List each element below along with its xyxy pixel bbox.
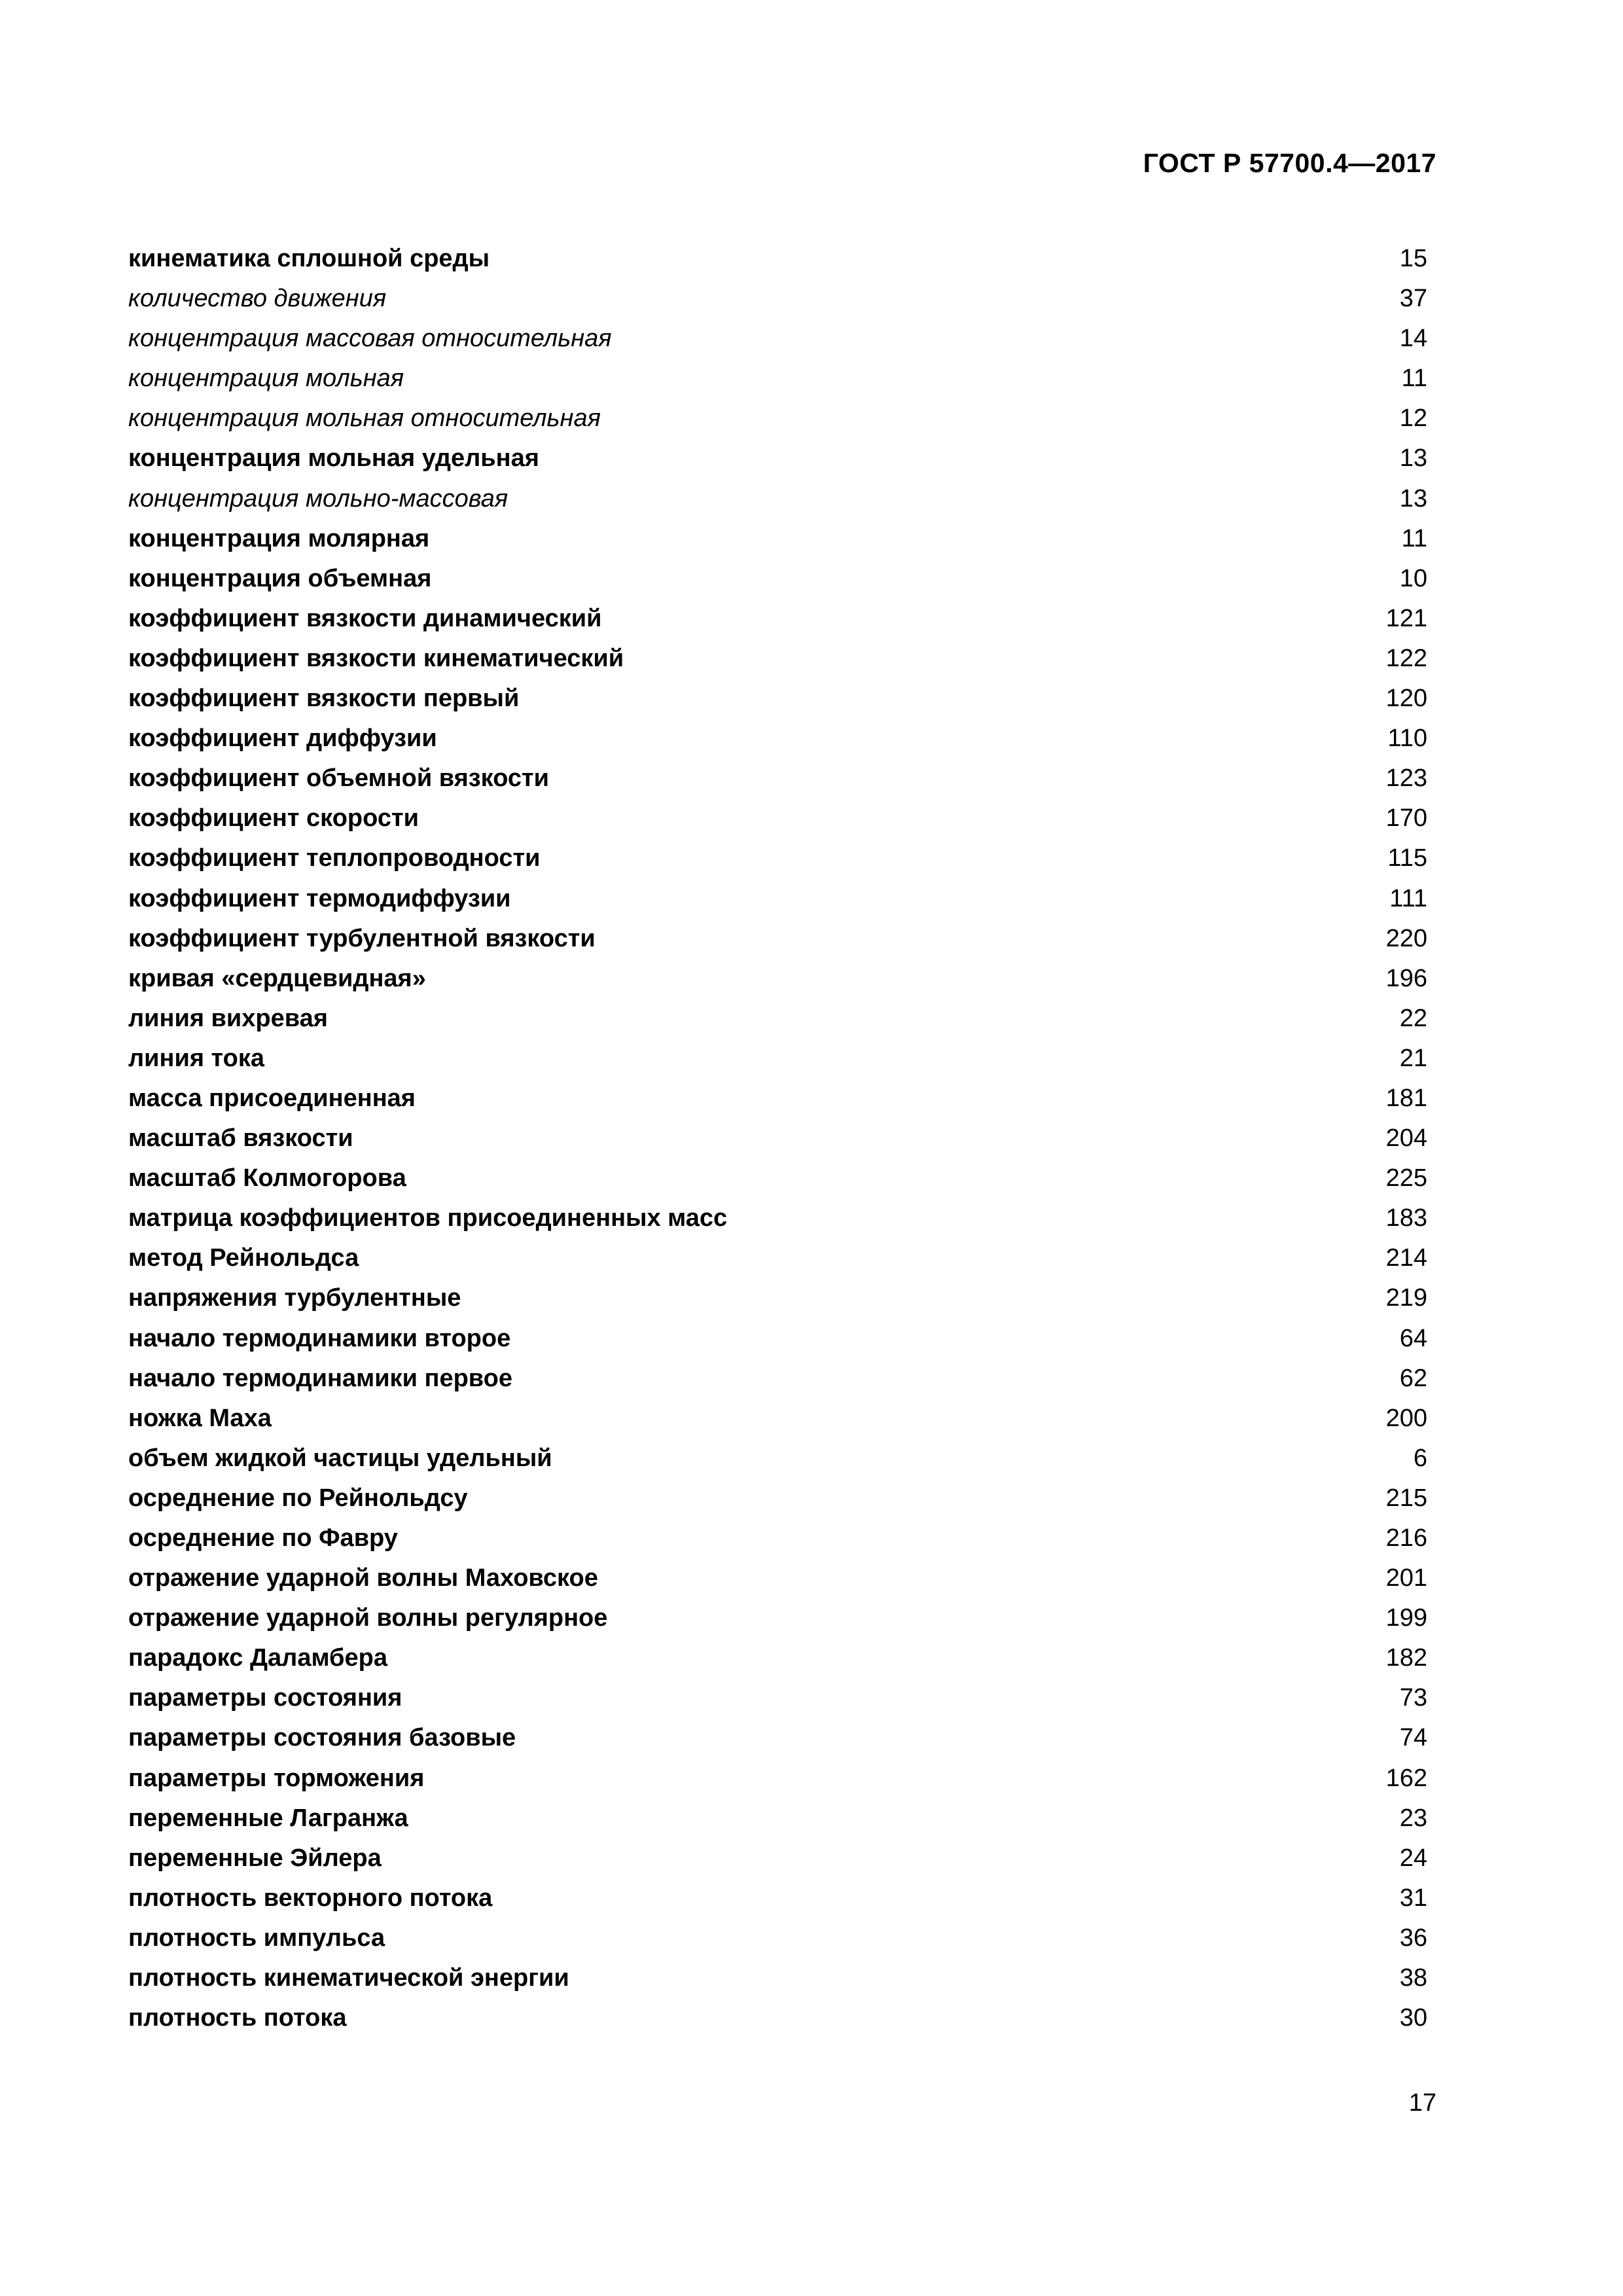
index-entry	[128, 519, 1427, 559]
index-term: напряжения турбулентные	[128, 1284, 461, 1312]
index-page-reference: 214	[1385, 1244, 1427, 1272]
index-entry	[128, 239, 1427, 279]
index-term: осреднение по Рейнольдсу	[128, 1484, 468, 1512]
index-term: начало термодинамики первое	[128, 1364, 512, 1392]
index-page-reference: 38	[1399, 1964, 1427, 1992]
index-entry	[128, 439, 1427, 478]
index-entry	[128, 719, 1427, 759]
index-page-reference: 15	[1399, 245, 1427, 272]
index-entry	[128, 1718, 1427, 1758]
index-entry	[128, 1998, 1427, 2038]
index-entry	[128, 1119, 1427, 1158]
index-entry	[128, 1638, 1427, 1678]
index-page-reference: 225	[1385, 1164, 1427, 1193]
index-term: параметры состояния	[128, 1684, 402, 1712]
index-term: параметры торможения	[128, 1764, 425, 1792]
index-entry	[128, 1439, 1427, 1479]
index-page-reference: 62	[1399, 1364, 1427, 1392]
index-page-reference: 219	[1385, 1284, 1427, 1312]
index-page-reference: 73	[1399, 1684, 1427, 1712]
index-entry	[128, 1558, 1427, 1598]
index-entry	[128, 1039, 1427, 1079]
index-term: осреднение по Фавру	[128, 1524, 398, 1552]
index-term: коэффициент объемной вязкости	[128, 764, 550, 793]
index-page-reference: 200	[1385, 1404, 1427, 1432]
document-code-header: ГОСТ Р 57700.4—2017	[1143, 148, 1436, 178]
index-entry	[128, 1918, 1427, 1958]
index-page-reference: 74	[1399, 1724, 1427, 1752]
index-page-reference: 31	[1399, 1884, 1427, 1912]
index-page-reference: 11	[1401, 365, 1427, 393]
index-entry	[128, 319, 1427, 359]
index-term: концентрация мольная	[128, 365, 404, 393]
index-entry	[128, 679, 1427, 719]
index-entry	[128, 599, 1427, 639]
index-page-reference: 22	[1399, 1004, 1427, 1032]
index-page-reference: 196	[1385, 964, 1427, 992]
index-entry	[128, 1759, 1427, 1799]
page-number: 17	[1408, 2089, 1436, 2117]
index-page-reference: 12	[1399, 404, 1427, 433]
index-entry	[128, 559, 1427, 599]
index-page-reference: 121	[1385, 604, 1427, 632]
index-term: отражение ударной волны регулярное	[128, 1604, 608, 1632]
index-entry	[128, 1479, 1427, 1518]
index-term: коэффициент турбулентной вязкости	[128, 924, 596, 952]
index-term: парадокс Даламбера	[128, 1644, 388, 1672]
index-page-reference: 64	[1399, 1324, 1427, 1352]
index-entry	[128, 759, 1427, 798]
index-page-reference: 182	[1385, 1644, 1427, 1672]
index-page-reference: 199	[1385, 1604, 1427, 1632]
index-term: коэффициент вязкости первый	[128, 685, 520, 713]
index-term: линия вихревая	[128, 1004, 328, 1032]
index-page-reference: 24	[1399, 1844, 1427, 1872]
index-entry	[128, 639, 1427, 679]
index-entry	[128, 1678, 1427, 1718]
index-page-reference: 13	[1399, 484, 1427, 512]
index-entry	[128, 879, 1427, 919]
index-page-reference: 111	[1389, 884, 1427, 912]
index-page-reference: 11	[1401, 524, 1427, 552]
index-entry	[128, 279, 1427, 319]
index-entry	[128, 919, 1427, 959]
index-page-reference: 21	[1399, 1044, 1427, 1072]
index-page-reference: 14	[1399, 325, 1427, 353]
index-term: концентрация массовая относительная	[128, 325, 612, 353]
index-term: масштаб Колмогорова	[128, 1164, 406, 1193]
index-entry	[128, 1799, 1427, 1839]
index-page-reference: 36	[1399, 1924, 1427, 1952]
index-term: масштаб вязкости	[128, 1124, 353, 1153]
index-term: переменные Эйлера	[128, 1844, 382, 1872]
index-term: плотность векторного потока	[128, 1884, 493, 1912]
index-page-reference: 123	[1385, 764, 1427, 793]
index-entry	[128, 1238, 1427, 1278]
index-entry	[128, 1158, 1427, 1198]
index-entry	[128, 479, 1427, 519]
index-page-reference: 120	[1385, 685, 1427, 713]
index-term: параметры состояния базовые	[128, 1724, 516, 1752]
index-page-reference: 115	[1387, 844, 1427, 872]
index-entry	[128, 959, 1427, 999]
index-entry	[128, 399, 1427, 439]
index-entry	[128, 838, 1427, 878]
index-entry	[128, 359, 1427, 399]
index-term: кривая «сердцевидная»	[128, 964, 426, 992]
index-entry	[128, 1878, 1427, 1918]
index-entry	[128, 1958, 1427, 1998]
index-term: объем жидкой частицы удельный	[128, 1444, 552, 1472]
index-term: начало термодинамики второе	[128, 1324, 511, 1352]
index-term: концентрация мольно-массовая	[128, 484, 508, 512]
index-page-reference: 216	[1385, 1524, 1427, 1552]
index-entry	[128, 1079, 1427, 1119]
index-term: концентрация молярная	[128, 524, 430, 552]
index-term: метод Рейнольдса	[128, 1244, 359, 1272]
index-entry	[128, 1518, 1427, 1558]
index-term: концентрация мольная удельная	[128, 444, 539, 473]
index-term: концентрация объемная	[128, 564, 432, 592]
index-entry	[128, 1198, 1427, 1238]
index-page-reference: 183	[1385, 1204, 1427, 1232]
index-term: масса присоединенная	[128, 1084, 416, 1112]
index-entry	[128, 1359, 1427, 1399]
index-term: коэффициент скорости	[128, 804, 419, 833]
index-entry	[128, 1278, 1427, 1318]
index-page-reference: 215	[1385, 1484, 1427, 1512]
index-page-reference: 23	[1399, 1804, 1427, 1832]
index-page-reference: 13	[1399, 444, 1427, 473]
index-page-reference: 122	[1385, 644, 1427, 672]
index-page-reference: 30	[1399, 2004, 1427, 2032]
index-term: матрица коэффициентов присоединенных масс	[128, 1204, 728, 1232]
index-term: количество движения	[128, 285, 387, 313]
index-term: концентрация мольная относительная	[128, 404, 601, 433]
index-page-reference: 10	[1399, 564, 1427, 592]
alphabetical-index-list	[128, 239, 1427, 2038]
index-term: линия тока	[128, 1044, 265, 1072]
index-term: коэффициент термодиффузии	[128, 884, 511, 912]
index-term: плотность потока	[128, 2004, 347, 2032]
index-term: коэффициент диффузии	[128, 725, 437, 753]
index-page-reference: 201	[1385, 1564, 1427, 1592]
index-page-reference: 37	[1399, 285, 1427, 313]
index-term: коэффициент вязкости динамический	[128, 604, 602, 632]
index-page-reference: 170	[1385, 804, 1427, 833]
index-term: плотность импульса	[128, 1924, 385, 1952]
index-page-reference: 220	[1385, 924, 1427, 952]
index-entry	[128, 1399, 1427, 1439]
index-page-reference: 162	[1385, 1764, 1427, 1792]
index-term: переменные Лагранжа	[128, 1804, 408, 1832]
index-entry	[128, 798, 1427, 838]
index-term: отражение ударной волны Маховское	[128, 1564, 598, 1592]
index-page-reference: 181	[1385, 1084, 1427, 1112]
index-page-reference: 6	[1413, 1444, 1427, 1472]
index-page-reference: 110	[1387, 725, 1427, 753]
index-term: коэффициент теплопроводности	[128, 844, 541, 872]
index-entry	[128, 1598, 1427, 1638]
index-term: ножка Маха	[128, 1404, 272, 1432]
index-term: кинематика сплошной среды	[128, 245, 490, 272]
index-page-reference: 204	[1385, 1124, 1427, 1153]
index-entry	[128, 999, 1427, 1039]
index-term: коэффициент вязкости кинематический	[128, 644, 624, 672]
index-term: плотность кинематической энергии	[128, 1964, 569, 1992]
index-entry	[128, 1839, 1427, 1878]
index-entry	[128, 1319, 1427, 1359]
